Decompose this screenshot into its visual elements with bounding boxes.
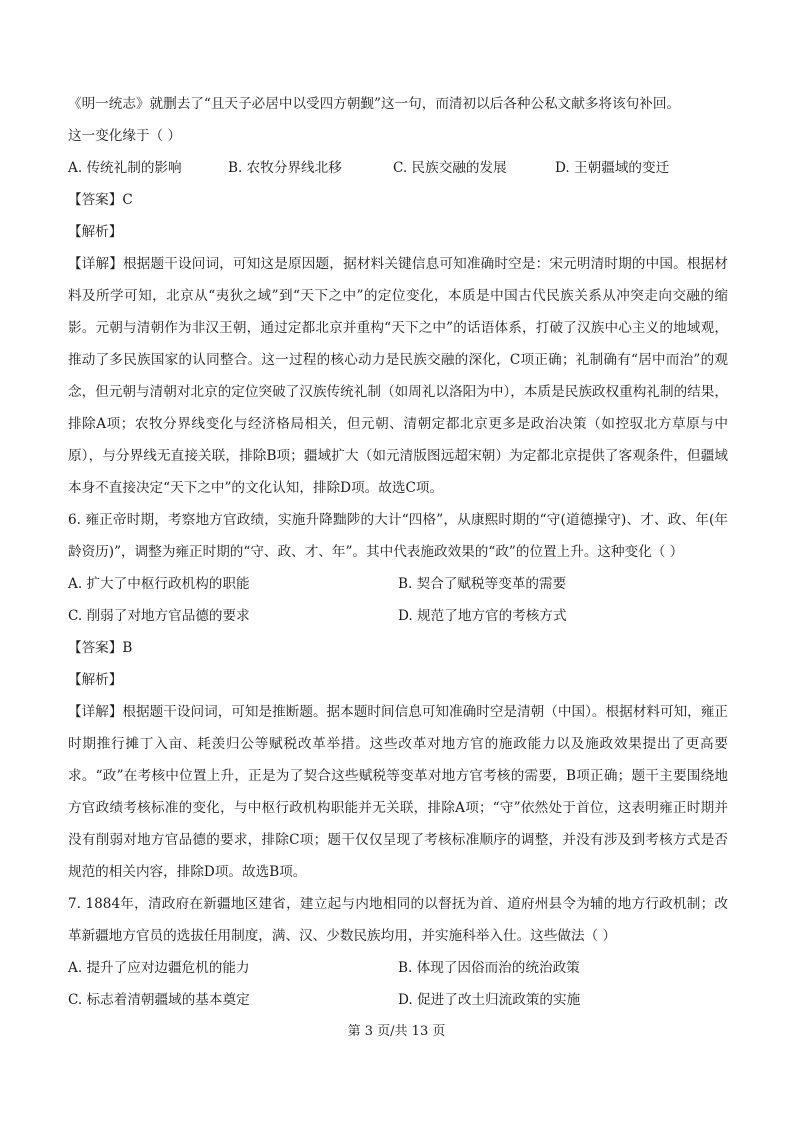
q5-stem-line2: 这一变化缘于（ ） bbox=[68, 128, 182, 144]
q7-option-c: C. 标志着清朝疆域的基本奠定 bbox=[68, 992, 250, 1008]
q6-analysis-label: 【解析】 bbox=[68, 672, 123, 688]
q6-option-a: A. 扩大了中枢行政机构的职能 bbox=[68, 576, 250, 592]
q5-detail: 【详解】根据题干设问词，可知这是原因题，据材料关键信息可知准确时空是：宋元明清时期的中国。根据材料及所学可知，北京从“夷狄之域”到“天下之中”的定位变化，本质是中国古代民族关系从冲突走向交融的缩影。元朝与清朝作为非汉王朝，通过定都北京并重构“天下之中”的话语体系，打破了汉族中心主义的地域观，推动了多民族国家的认同整合。这一过程的核心动力是民族交融的深化，C项正确；礼制确有“居中而治”的观念，但元朝与清朝对北京的定位突破了汉族传统礼制（如周礼以洛阳为中），本质是民族政权重构礼制的结果，排除A项；农牧分界线变化与经济格局相关，但元朝、清朝定都北京更多是政治决策（如控驭北方草原与中原），与分界线无直接关联，排除B项；疆域扩大（如元清版图远超宋朝）为定都北京提供了客观条件，但疆域本身不直接决定“天下之中”的文化认知，排除D项。故选C项。 bbox=[68, 256, 728, 496]
page-content bbox=[68, 88, 728, 1016]
q5-analysis-label: 【解析】 bbox=[68, 224, 123, 240]
q6-option-b: B. 契合了赋税等变革的需要 bbox=[398, 576, 567, 592]
q5-option-a: A. 传统礼制的影响 bbox=[68, 160, 182, 176]
q7-option-d: D. 促进了改土归流政策的实施 bbox=[398, 992, 581, 1008]
q5-options bbox=[68, 152, 728, 184]
q7-options-row1 bbox=[68, 952, 728, 984]
q7-option-b: B. 体现了因俗而治的统治政策 bbox=[398, 960, 580, 976]
q5-stem-line1: 《明一统志》就删去了“且天子必居中以受四方朝觐”这一句，而清初以后各种公私文献多将该句补回。 bbox=[68, 96, 681, 112]
q5-option-d: D. 王朝疆域的变迁 bbox=[555, 160, 670, 176]
q5-option-c: C. 民族交融的发展 bbox=[393, 160, 507, 176]
q7-options-row2 bbox=[68, 984, 728, 1016]
page-number-footer: 第 3 页/共 13 页 bbox=[347, 1024, 446, 1039]
q7-option-a: A. 提升了应对边疆危机的能力 bbox=[68, 960, 250, 976]
q7-stem: 7. 1884年，清政府在新疆地区建省，建立起与内地相同的以督抚为首、道府州县令为辅的地方行政机制；改革新疆地方官员的选拔任用制度，满、汉、少数民族均用，并实施科举入仕。这些做法（ ） bbox=[68, 896, 728, 944]
q6-option-c: C. 削弱了对地方官品德的要求 bbox=[68, 608, 250, 624]
q5-answer: 【答案】C bbox=[68, 192, 133, 208]
q6-options-row2 bbox=[68, 600, 728, 632]
q6-option-d: D. 规范了地方官的考核方式 bbox=[398, 608, 567, 624]
q6-options-row1 bbox=[68, 568, 728, 600]
q6-detail: 【详解】根据题干设问词，可知是推断题。据本题时间信息可知准确时空是清朝（中国）。根据材料可知，雍正时期推行摊丁入亩、耗羡归公等赋税改革举措。这些改革对地方官的施政能力以及施政效果提出了更高要求。“政”在考核中位置上升，正是为了契合这些赋税等变革对地方官考核的需要，B项正确；题干主要围绕地方官政绩考核标准的变化，与中枢行政机构职能并无关联，排除A项；“守”依然处于首位，这表明雍正时期并没有削弱对地方官品德的要求，排除C项；题干仅仅呈现了考核标准顺序的调整，并没有涉及到考核方式是否规范的相关内容，排除D项。故选B项。 bbox=[68, 704, 728, 880]
q6-answer: 【答案】B bbox=[68, 640, 133, 656]
q6-stem: 6. 雍正帝时期，考察地方官政绩，实施升降黜陟的大计“四格”，从康熙时期的“守(道德操守)、才、政、年(年龄资历)”，调整为雍正时期的“守、政、才、年”。其中代表施政效果的“政”的位置上升。这种变化（ ） bbox=[68, 512, 728, 560]
q5-option-b: B. 农牧分界线北移 bbox=[228, 160, 342, 176]
